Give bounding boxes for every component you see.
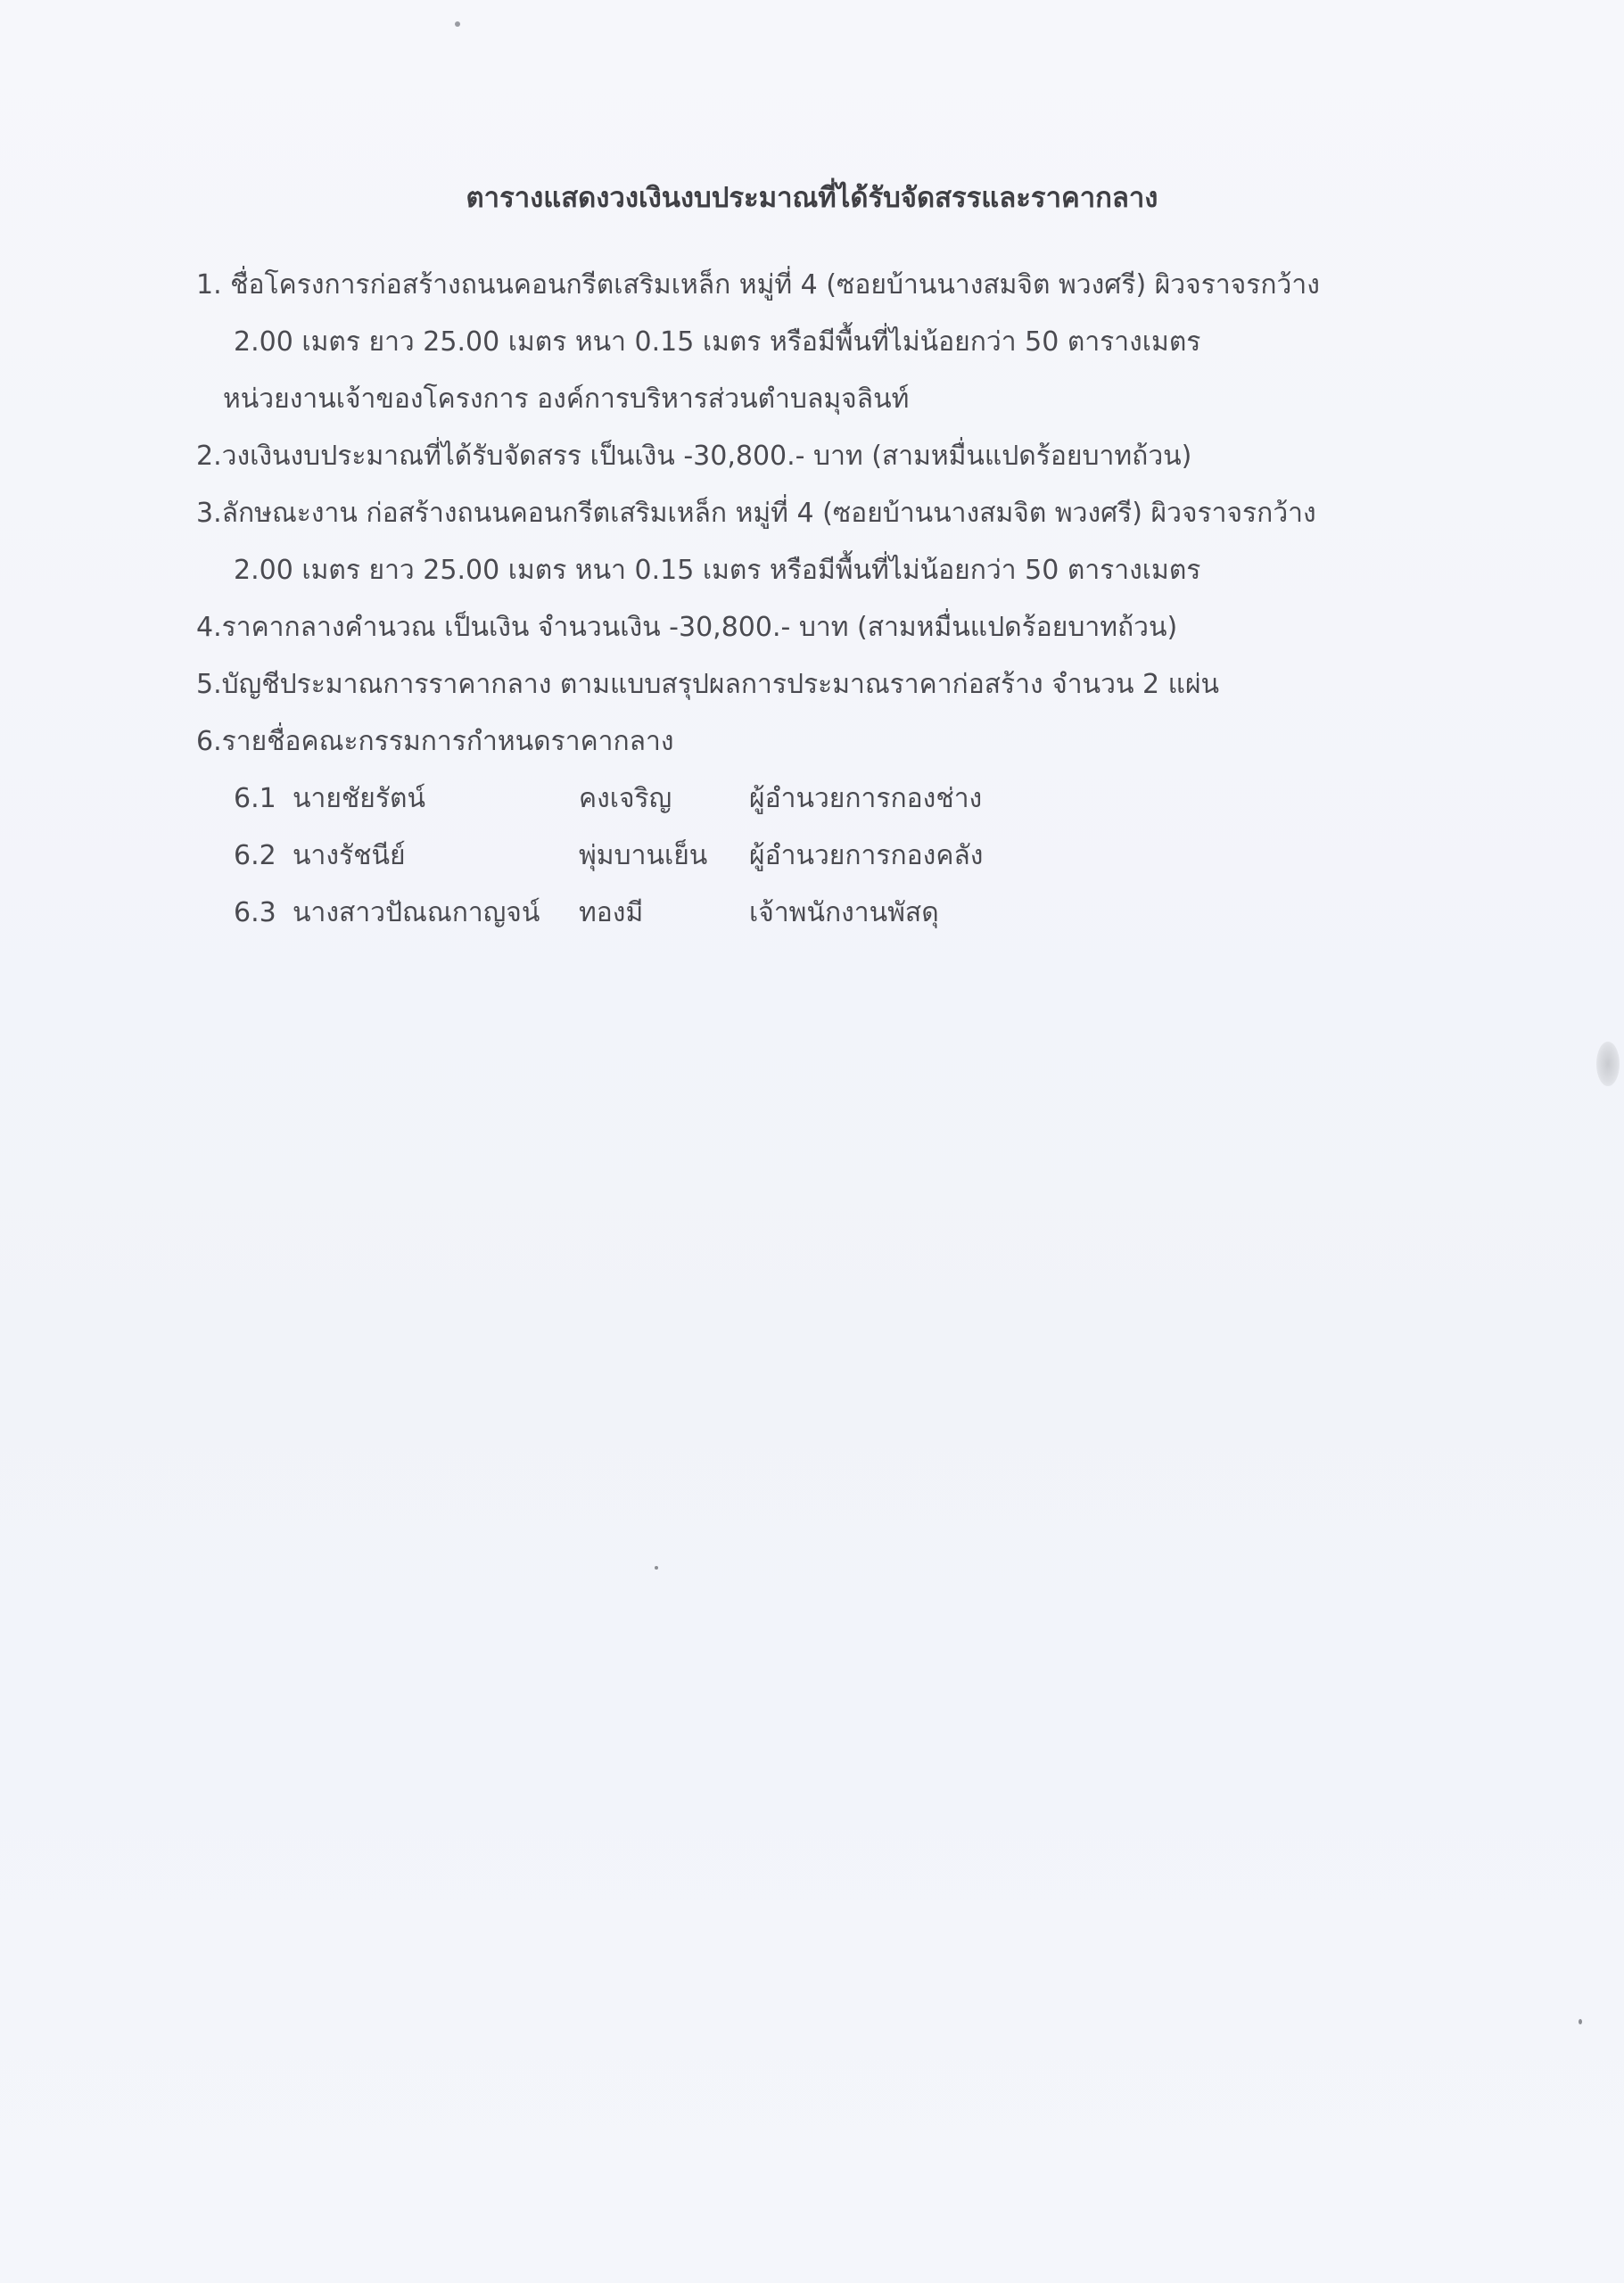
paper-smudge: [1596, 1042, 1620, 1086]
member-position: ผู้อำนวยการกองคลัง: [749, 840, 984, 871]
item-3-line-1: 3.ลักษณะงาน ก่อสร้างถนนคอนกรีตเสริมเหล็ก หมู่ที่ 4 (ซอยบ้านนางสมจิต พวงศรี) ผิวจราจรกว้าง: [196, 498, 1316, 529]
document-title: ตารางแสดงวงเงินงบประมาณที่ได้รับจัดสรรและราคากลาง: [466, 182, 1158, 214]
item-6: 6.รายชื่อคณะกรรมการกำหนดราคากลาง: [196, 726, 674, 757]
member-number: 6.1: [234, 783, 276, 814]
member-name: นายชัยรัตน์: [293, 783, 425, 814]
paper-speck: [655, 1566, 658, 1570]
paper-speck: [455, 21, 460, 27]
member-position: ผู้อำนวยการกองช่าง: [749, 783, 983, 814]
member-position: เจ้าพนักงานพัสดุ: [749, 897, 939, 928]
item-1-line-2: 2.00 เมตร ยาว 25.00 เมตร หนา 0.15 เมตร หรือมีพื้นที่ไม่น้อยกว่า 50 ตารางเมตร: [234, 326, 1201, 358]
item-2: 2.วงเงินงบประมาณที่ได้รับจัดสรร เป็นเงิน -30,800.- บาท (สามหมื่นแปดร้อยบาทถ้วน): [196, 441, 1192, 472]
member-surname: พุ่มบานเย็น: [579, 840, 708, 871]
member-surname: ทองมี: [579, 897, 644, 928]
member-surname: คงเจริญ: [579, 783, 672, 814]
item-1-line-3: หน่วยงานเจ้าของโครงการ องค์การบริหารส่วนตำบลมุจลินท์: [223, 383, 910, 415]
member-name: นางรัชนีย์: [293, 840, 406, 871]
member-number: 6.3: [234, 897, 276, 928]
paper-speck: [1579, 2019, 1582, 2024]
item-3-line-2: 2.00 เมตร ยาว 25.00 เมตร หนา 0.15 เมตร หรือมีพื้นที่ไม่น้อยกว่า 50 ตารางเมตร: [234, 555, 1201, 586]
member-name: นางสาวปัณณกาญจน์: [293, 897, 540, 928]
item-5: 5.บัญชีประมาณการราคากลาง ตามแบบสรุปผลการประมาณราคาก่อสร้าง จำนวน 2 แผ่น: [196, 669, 1220, 700]
item-4: 4.ราคากลางคำนวณ เป็นเงิน จำนวนเงิน -30,800.- บาท (สามหมื่นแปดร้อยบาทถ้วน): [196, 612, 1178, 643]
member-number: 6.2: [234, 840, 276, 871]
item-1-line-1: 1. ชื่อโครงการก่อสร้างถนนคอนกรีตเสริมเหล็ก หมู่ที่ 4 (ซอยบ้านนางสมจิต พวงศรี) ผิวจราจรกว้าง: [196, 269, 1320, 301]
